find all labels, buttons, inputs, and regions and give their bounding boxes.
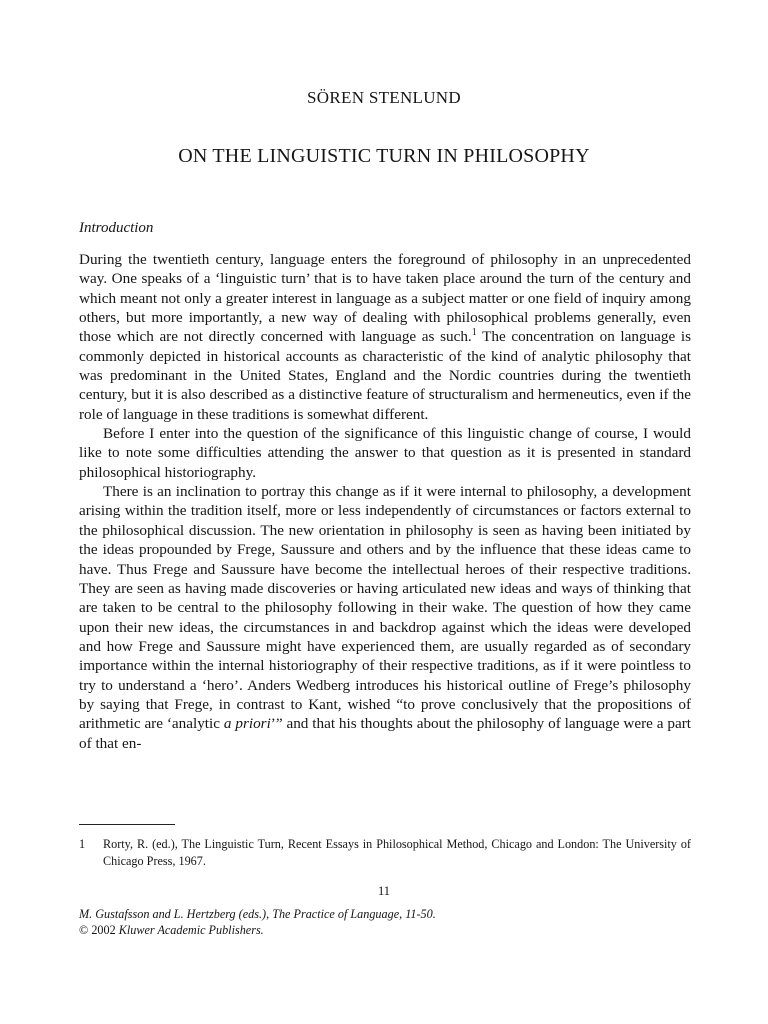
copyright-year: 2002 [88,923,119,937]
publisher-name: Kluwer Academic Publishers. [118,923,264,937]
paragraph-1-text-b: The concentration on language is commonly depicted in historical accounts as characteristic of the kind of analytic philosophy that was predominant in the United States, England and the Nordic countries during the twentieth century, but it is also described as a distinctive feature of structuralism and hermeneutics, even if the role of language in these traditions is somewhat different. [79,328,692,423]
author-name: SÖREN STENLUND [307,88,461,107]
footnote-number: 1 [79,837,86,851]
source-citation [79,906,436,938]
source-line-2 [79,922,436,938]
paragraph-1 [79,250,691,424]
copyright-symbol: © [79,923,89,937]
paragraph-1-text-a: During the twentieth century, language enters the foreground of philosophy in an unprecedented way. One speaks of a ‘linguistic turn’ that is to have taken place around the turn of the century and which meant not only a greater interest in language as a subject matter or one field of inquiry among others, but more importantly, a new way of dealing with philosophical problems generally, even those which are not directly concerned with language as such. [79,251,691,346]
source-line-1: M. Gustafsson and L. Hertzberg (eds.), The Practice of Language, 11-50. [79,907,436,921]
paragraph-2: Before I enter into the question of the significance of this linguistic change of course, I would like to note some difficulties attending the answer to that question as it is presented in standard philosophical historiography. [79,425,691,481]
paragraph-3-italic: a priori [223,715,271,733]
paragraph-3 [79,482,691,753]
footnote-ref: 1 [471,327,477,339]
paragraph-3-text-b: ’” and that his thoughts about the philosophy of language were a part of that en- [79,715,691,752]
paragraph-3-text-a: There is an inclination to portray this change as if it were internal to philosophy, a development arising within the tradition itself, more or less independently of circumstances or factors external to the philosophical discussion. The new orientation in philosophy is seen as having been initiated by the ideas propounded by Frege, Saussure and others and by the influence that these ideas came to have. Thus Frege and Saussure have become the intellectual heroes of their respective traditions. They are seen as having made discoveries or having articulated new ideas and ways of thinking that are taken to be central to the philosophy following in their wake. The question of how they came upon their new ideas, the circumstances in and backdrop against which the ideas were developed and how Frege and Saussure might have experienced them, are usually regarded as of secondary importance within the internal historiography of their respective traditions, as if it were pointless to try to understand a ‘hero’. Anders Wedberg introduces his historical outline of Frege’s philosophy by saying that Frege, in contrast to Kant, wished “to prove conclusively that the propositions of arithmetic are ‘analytic [79,483,691,733]
footnote-divider [79,824,175,825]
body-text [79,250,691,753]
paper-title: ON THE LINGUISTIC TURN IN PHILOSOPHY [178,145,590,167]
footnote-text: Rorty, R. (ed.), The Linguistic Turn, Recent Essays in Philosophical Method, Chicago and London: The University of Chicago Press, 1967. [103,837,691,868]
page-number: 11 [377,884,391,898]
footnote [79,836,691,869]
section-heading: Introduction [79,220,154,236]
